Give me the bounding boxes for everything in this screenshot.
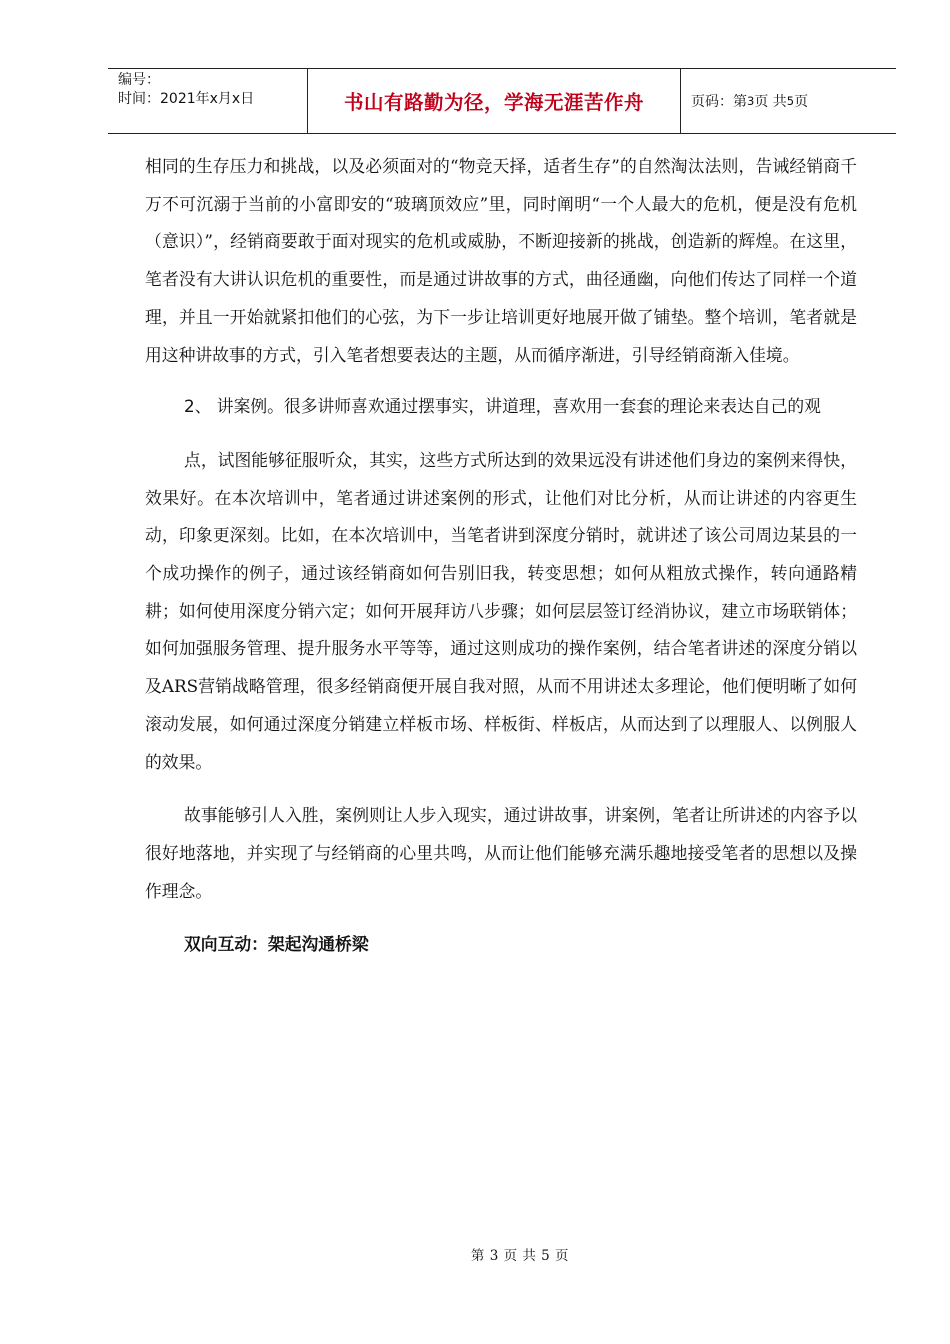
header-page-number [681,69,896,133]
header-meta [108,69,308,133]
page-end: 页 [794,94,809,110]
paragraph-4: 故事能够引人入胜，案例则让人步入现实，通过讲故事，讲案例，笔者让所讲述的内容予以很好地落地，并实现了与经销商的心里共鸣，从而让他们能够充满乐趣地接受笔者的思想以及操作理念。 [145,805,857,901]
document-body [145,148,857,963]
paragraph-2 [145,388,857,426]
list-number: 2、 [184,396,212,417]
page-label: 页码：第 [691,94,747,110]
page-mid: 页 共 [754,94,787,110]
date-label: 时间：2021年x月x日 [118,91,255,107]
section-heading: 双向互动：架起沟通桥梁 [184,934,369,955]
page-footer: 第 3 页 共 5 页 [470,1248,570,1264]
paragraph-1: 相同的生存压力和挑战，以及必须面对的“物竞天择，适者生存”的自然淘汰法则，告诫经销商千万不可沉溺于当前的小富即安的“玻璃顶效应”里，同时阐明“一个人最大的危机，便是没有危机（意识）”，经销商要敢于面对现实的危机或威胁，不断迎接新的挑战，创造新的辉煌。在这里，笔者没有大讲认识危机的重要性，而是通过讲故事的方式，曲径通幽，向他们传达了同样一个道理，并且一开始就紧扣他们的心弦，为下一步让培训更好地展开做了铺垫。整个培训，笔者就是用这种讲故事的方式，引入笔者想要表达的主题，从而循序渐进，引导经销商渐入佳境。 [145,156,857,365]
serial-label: 编号： [118,72,160,88]
header-motto: 书山有路勤为径，学海无涯苦作舟 [308,69,681,133]
paragraph-3: 点，试图能够征服听众，其实，这些方式所达到的效果远没有讲述他们身边的案例来得快，效果好。在本次培训中，笔者通过讲述案例的形式，让他们对比分析，从而让讲述的内容更生动，印象更深刻。比如，在本次培训中，当笔者讲到深度分销时，就讲述了该公司周边某县的一个成功操作的例子，通过该经销商如何告别旧我，转变思想；如何从粗放式操作，转向通路精耕；如何使用深度分销六定；如何开展拜访八步骤；如何层层签订经消协议，建立市场联销体；如何加强服务管理、提升服务水平等等，通过这则成功的操作案例，结合笔者讲述的深度分销以及ARS营销战略管理，很多经销商便开展自我对照，从而不用讲述太多理论，他们便明晰了如何滚动发展，如何通过深度分销建立样板市场、样板街、样板店，从而达到了以理服人、以例服人的效果。 [145,449,857,772]
paragraph-2-text: 讲案例。很多讲师喜欢通过摆事实，讲道理，喜欢用一套套的理论来表达自己的观 [211,396,821,417]
page-current: 3 [747,94,755,108]
page-total: 5 [786,94,795,108]
page-header [108,68,896,134]
